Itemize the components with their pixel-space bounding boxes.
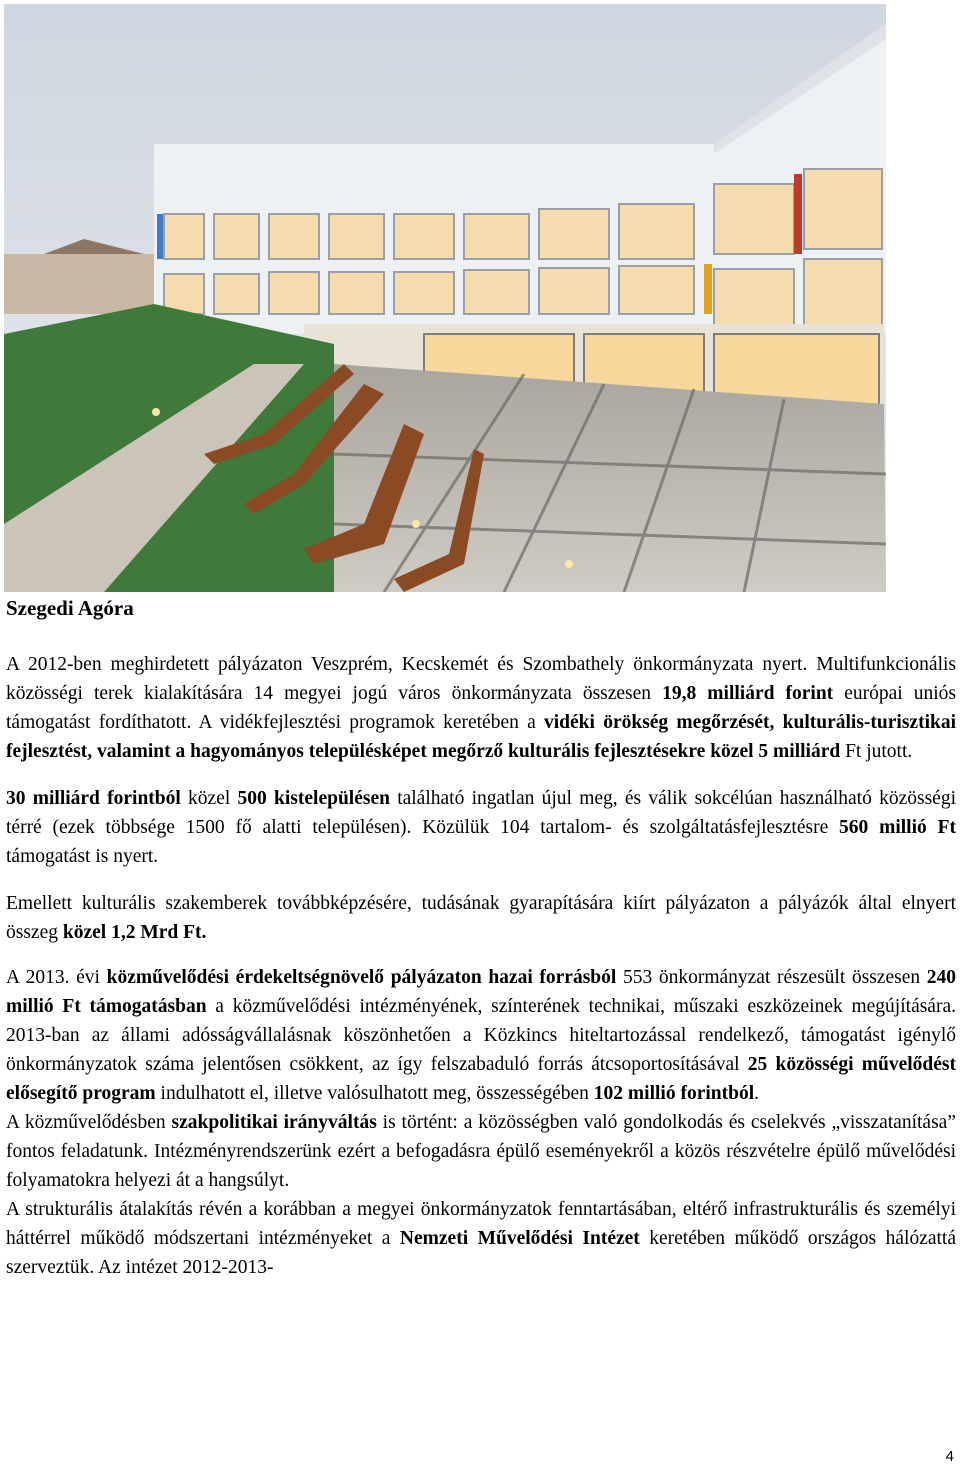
text-run: keretében működő országos hálózattá szerveztük. Az intézet 2012-2013- xyxy=(6,1228,956,1278)
bold-text-run: 25 közösségi művelődést elősegítő program xyxy=(6,1054,956,1104)
text-run: indulhatott el, illetve valósulhatott meg, összességében xyxy=(155,1083,594,1104)
bold-text-run: közművelődési érdekeltségnövelő pályázaton hazai forrásból xyxy=(106,967,617,988)
bold-text-run: 102 millió forintból xyxy=(593,1083,755,1104)
text-run: A strukturális átalakítás révén a korábban a megyei önkormányzatok fenntartásában, eltérő infrastrukturális és személyi háttérrel működő módszertani intézményeket a xyxy=(6,1199,956,1249)
text-run: A 2013. évi xyxy=(6,967,107,988)
bold-text-run: vidéki örökség megőrzését, kulturális-turisztikai fejlesztést, valamint a hagyományos településképet megőrző kulturális fejlesztésekre közel 5 milliárd xyxy=(6,712,956,762)
text-run: európai uniós támogatást fordíthatott. A vidékfejlesztési programok keretében a xyxy=(6,683,957,733)
paragraph xyxy=(6,1195,956,1282)
body-text xyxy=(6,650,956,1282)
bold-text-run: szakpolitikai irányváltás xyxy=(171,1112,377,1133)
page-number: 4 xyxy=(945,1448,954,1465)
text-run: . xyxy=(754,1083,759,1104)
bold-text-run: Nemzeti Művelődési Intézet xyxy=(399,1228,640,1249)
text-run: közel xyxy=(180,788,238,809)
text-run: támogatást is nyert. xyxy=(6,846,159,867)
bold-text-run: 560 millió Ft xyxy=(839,817,956,838)
bold-text-run: 500 kistelepülésen xyxy=(237,788,390,809)
paragraph xyxy=(6,650,956,766)
text-run: A 2012-ben meghirdetett pályázaton Veszprém, Kecskemét és Szombathely önkormányzata nyert. Multifunkcionális közösségi terek kialakítására 14 megyei jogú város önkormányzata összesen xyxy=(6,654,956,704)
paragraph xyxy=(6,889,956,947)
paragraph xyxy=(6,784,956,871)
bold-text-run: 240 millió Ft támogatásban xyxy=(6,967,956,1017)
text-run: is történt: a közösségben való gondolkodás és cselekvés „visszatanítása” fontos feladatunk. Intézményrendszerünk ezért a befogadásra épülő eseményekről a közös részvételre épülő művelődési folyamatokra helyezi át a hangsúlyt. xyxy=(6,1112,956,1191)
text-run: a közművelődési intézményének, színterének technikai, műszaki eszközeinek megújítására. 2013-ban az állami adósságvállalásnak köszönhetően a Közkincs hiteltartozással rendelkező, támogatást igénylő önkormányzatok száma jelentősen csökkent, az így felszabaduló forrás átcsoportosításával xyxy=(6,996,956,1075)
bold-text-run: 19,8 milliárd forint xyxy=(662,683,834,704)
text-run: A közművelődésben xyxy=(6,1112,172,1133)
bold-text-run: 30 milliárd forintból xyxy=(6,788,181,809)
bold-text-run: közel 1,2 Mrd Ft. xyxy=(62,922,207,943)
text-run: Ft jutott. xyxy=(840,741,913,762)
paragraph xyxy=(6,1108,956,1195)
text-run: található ingatlan újul meg, és válik sokcélúan használható közösségi térré (ezek többsége 1500 fő alatti településen). Közülük 104 tartalom- és szolgáltatásfejlesztésre xyxy=(6,788,956,838)
text-run: 553 önkormányzat részesült összesen xyxy=(616,967,927,988)
photo-caption: Szegedi Agóra xyxy=(6,596,134,620)
paragraph xyxy=(6,963,956,1108)
text-run: Emellett kulturális szakemberek továbbképzésére, tudásának gyarapítására kiírt pályázaton a pályázók által elnyert összeg xyxy=(6,893,956,943)
szegedi-agora-photo xyxy=(4,4,886,592)
